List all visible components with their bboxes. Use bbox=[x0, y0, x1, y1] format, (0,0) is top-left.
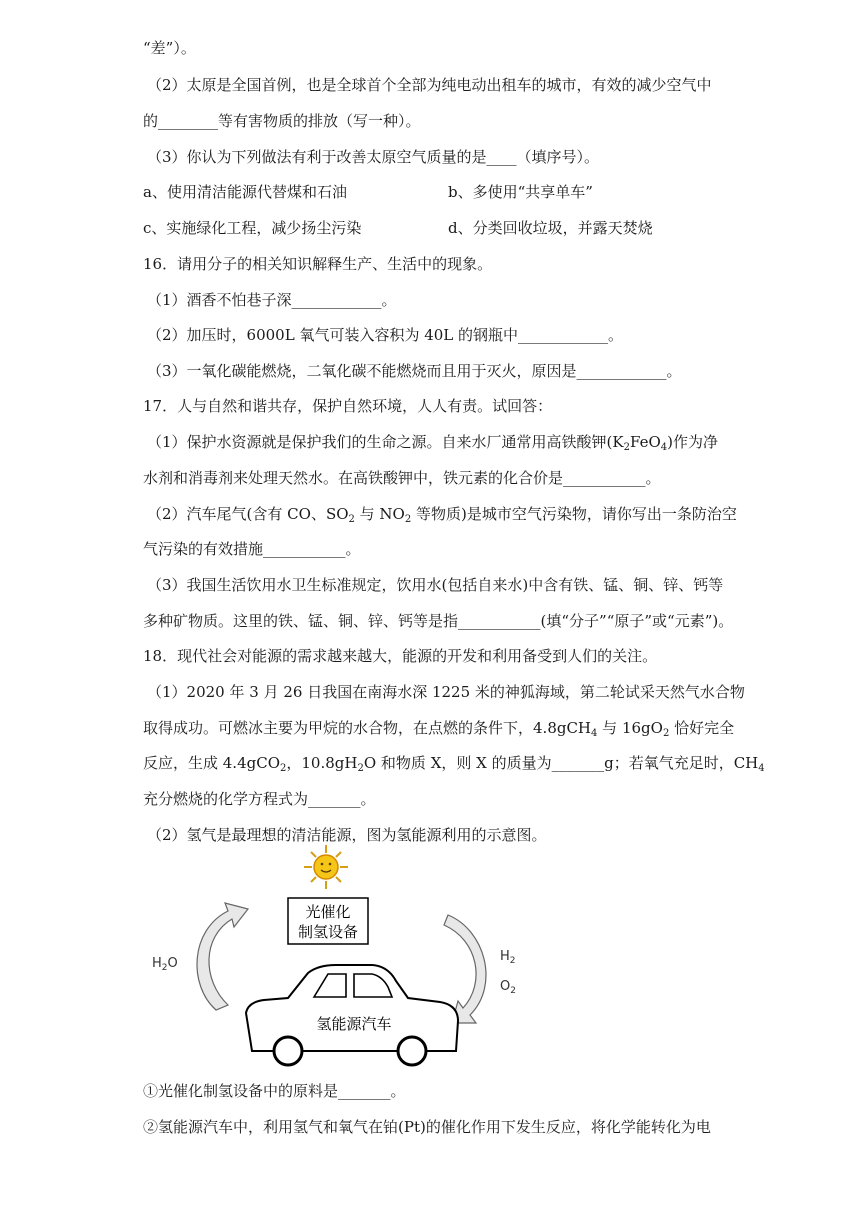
option-b: b、多使用“共享单车” bbox=[448, 183, 593, 201]
question-18-1-line-2: 取得成功。可燃冰主要为甲烷的水合物，在点燃的条件下，4.8gCH$_4$ 与 $16gO_2$ 恰好完全 bbox=[143, 719, 735, 739]
right-label-o2: $O_2$ bbox=[500, 979, 516, 996]
question-16-1: （1）酒香不怕巷子深____________。 bbox=[147, 291, 397, 309]
question-15-2-line-1: （2）太原是全国首例，也是全球首个全部为纯电动出租车的城市，有效的减少空气中 bbox=[147, 76, 712, 94]
question-18: 18．现代社会对能源的需求越来越大，能源的开发和利用备受到人们的关注。 bbox=[143, 647, 658, 665]
question-15-3: （3）你认为下列做法有利于改善太原空气质量的是____（填序号）。 bbox=[147, 148, 600, 166]
option-c: c、实施绿化工程，减少扬尘污染 bbox=[143, 219, 362, 237]
sun-icon bbox=[304, 845, 348, 889]
question-18-2-1: ①光催化制氢设备中的原料是_______。 bbox=[143, 1082, 406, 1100]
question-17-2-line-1: （2）汽车尾气(含有 CO、$SO_2$ 与 $NO_2$ 等物质)是城市空气污染物，请你写出一条防治空 bbox=[147, 505, 737, 525]
question-17-3-line-1: （3）我国生活饮用水卫生标准规定，饮用水(包括自来水)中含有铁、锰、铜、锌、钙等 bbox=[147, 576, 724, 594]
question-18-2: （2）氢气是最理想的清洁能源，图为氢能源利用的示意图。 bbox=[147, 826, 547, 844]
box-label-line-2: 制氢设备 bbox=[297, 923, 359, 941]
question-17-1-line-1: （1）保护水资源就是保护我们的生命之源。自来水厂通常用高铁酸钾$(K_2FeO_4)$作为净 bbox=[147, 433, 718, 453]
right-label-h2: $H_2$ bbox=[500, 949, 516, 966]
box-label-line-1: 光催化 bbox=[305, 903, 351, 921]
question-18-1-line-4: 充分燃烧的化学方程式为_______。 bbox=[143, 790, 376, 808]
left-label-h2o: $H_2O$ bbox=[152, 956, 178, 973]
question-17-2-line-2: 气污染的有效措施___________。 bbox=[143, 540, 361, 558]
text-line: “差”）。 bbox=[143, 39, 196, 57]
question-16-3: （3）一氧化碳能燃烧，二氧化碳不能燃烧而且用于灭火，原因是____________。 bbox=[147, 362, 682, 380]
question-17-1-line-2: 水剂和消毒剂来处理天然水。在高铁酸钾中，铁元素的化合价是___________。 bbox=[143, 469, 661, 487]
question-18-2-2: ②氢能源汽车中，利用氢气和氧气在铂(Pt)的催化作用下发生反应，将化学能转化为电 bbox=[143, 1118, 711, 1136]
option-row-2 bbox=[143, 218, 653, 238]
car-label: 氢能源汽车 bbox=[316, 1015, 392, 1033]
left-arrow-icon bbox=[197, 903, 248, 1010]
question-18-1-line-3: 反应，生成 4.4gCO$_2$，$10.8gH_2O$ 和物质 X，则 X 的质量为_______g；若氧气充足时，$CH_4$ bbox=[143, 754, 765, 774]
question-17: 17．人与自然和谐共存，保护自然环境，人人有责。试回答： bbox=[143, 397, 553, 415]
question-17-3-line-2: 多种矿物质。这里的铁、锰、铜、锌、钙等是指___________(填“分子”“原子”或“元素”)。 bbox=[143, 612, 734, 630]
question-16-2: （2）加压时，6000L 氧气可装入容积为 40L 的钢瓶中____________。 bbox=[147, 326, 624, 344]
question-15-2-line-2: 的________等有害物质的排放（写一种）。 bbox=[143, 112, 421, 130]
option-d: d、分类回收垃圾，并露天焚烧 bbox=[448, 219, 653, 237]
hydrogen-energy-diagram bbox=[140, 845, 530, 1070]
option-row-1 bbox=[143, 182, 593, 202]
question-16: 16．请用分子的相关知识解释生产、生活中的现象。 bbox=[143, 255, 493, 273]
option-a: a、使用清洁能源代替煤和石油 bbox=[143, 183, 347, 201]
question-18-1-line-1: （1）2020 年 3 月 26 日我国在南海水深 1225 米的神狐海域，第二轮试采天然气水合物 bbox=[147, 683, 745, 701]
